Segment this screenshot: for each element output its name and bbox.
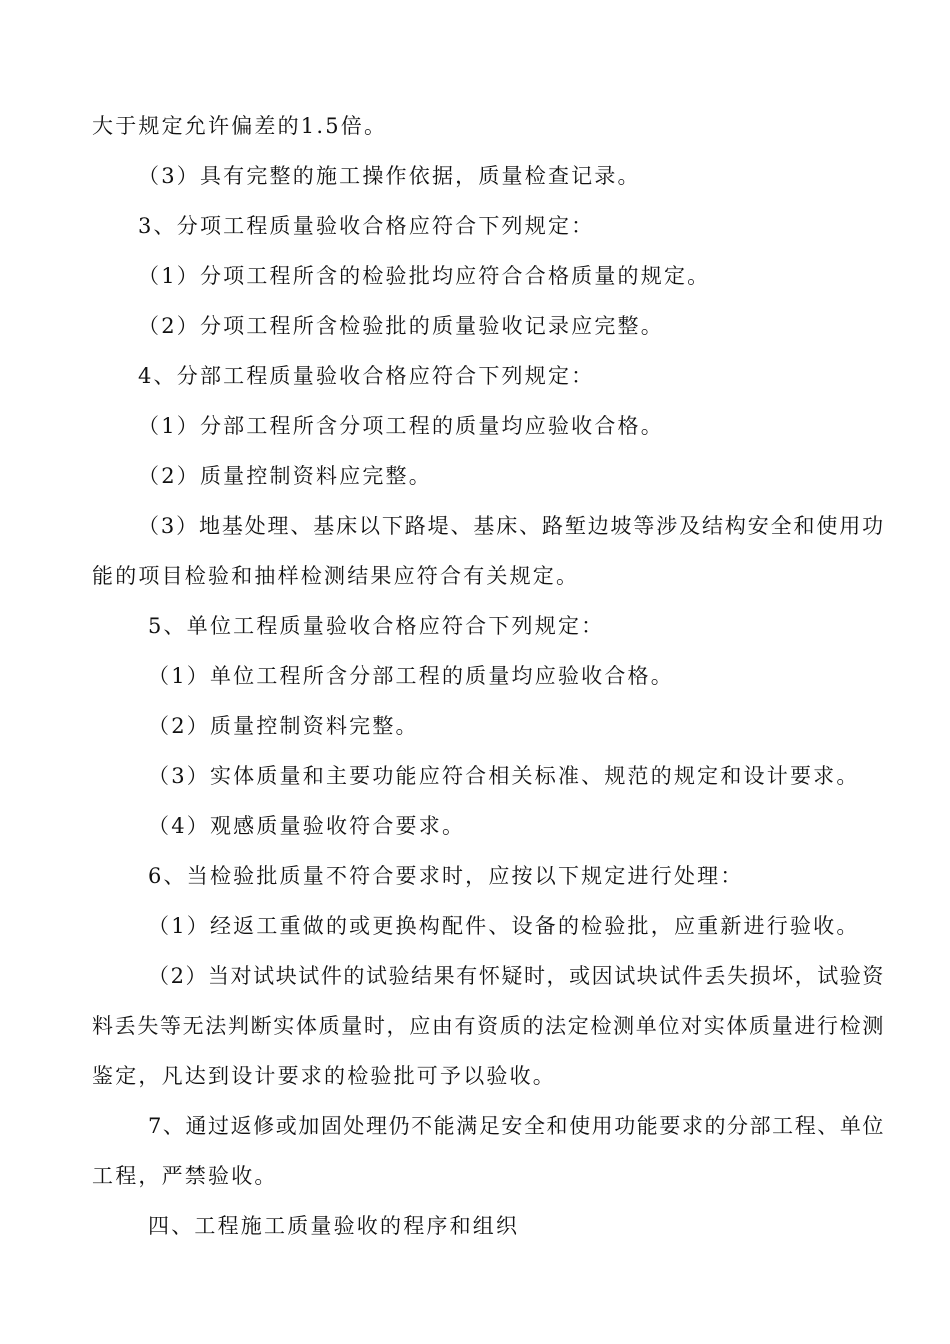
text-line: （2）质量控制资料应完整。 bbox=[138, 464, 432, 488]
section-heading: 7、通过返修或加固处理仍不能满足安全和使用功能要求的分部工程、单位 bbox=[148, 1114, 885, 1138]
text-line: 能的项目检验和抽样检测结果应符合有关规定。 bbox=[92, 564, 580, 588]
text-line: （2）质量控制资料完整。 bbox=[148, 714, 419, 738]
text-line: （1）经返工重做的或更换构配件、设备的检验批，应重新进行验收。 bbox=[148, 914, 860, 938]
text-line: （1）单位工程所含分部工程的质量均应验收合格。 bbox=[148, 664, 674, 688]
text-line: （4）观感质量验收符合要求。 bbox=[148, 814, 466, 838]
text-line: 料丢失等无法判断实体质量时，应由有资质的法定检测单位对实体质量进行检测 bbox=[92, 1014, 885, 1038]
text-line: 鉴定，凡达到设计要求的检验批可予以验收。 bbox=[92, 1064, 556, 1088]
text-line: （2）分项工程所含检验批的质量验收记录应完整。 bbox=[138, 314, 664, 338]
text-line: （3）地基处理、基床以下路堤、基床、路堑边坡等涉及结构安全和使用功 bbox=[138, 514, 885, 538]
section-heading: 6、当检验批质量不符合要求时，应按以下规定进行处理： bbox=[148, 864, 744, 888]
text-line: （3）具有完整的施工操作依据，质量检查记录。 bbox=[138, 164, 641, 188]
text-line: （3）实体质量和主要功能应符合相关标准、规范的规定和设计要求。 bbox=[148, 764, 860, 788]
section-heading: 5、单位工程质量验收合格应符合下列规定： bbox=[148, 614, 605, 638]
chapter-heading: 四、工程施工质量验收的程序和组织 bbox=[148, 1214, 520, 1238]
text-line: （1）分项工程所含的检验批均应符合合格质量的规定。 bbox=[138, 264, 711, 288]
section-heading: 3、分项工程质量验收合格应符合下列规定： bbox=[138, 214, 595, 238]
text-line: （1）分部工程所含分项工程的质量均应验收合格。 bbox=[138, 414, 664, 438]
text-line: （2）当对试块试件的试验结果有怀疑时，或因试块试件丢失损坏，试验资 bbox=[148, 964, 885, 988]
text-line: 工程，严禁验收。 bbox=[92, 1164, 278, 1188]
text-line: 大于规定允许偏差的1.5倍。 bbox=[92, 114, 388, 138]
section-heading: 4、分部工程质量验收合格应符合下列规定： bbox=[138, 364, 595, 388]
